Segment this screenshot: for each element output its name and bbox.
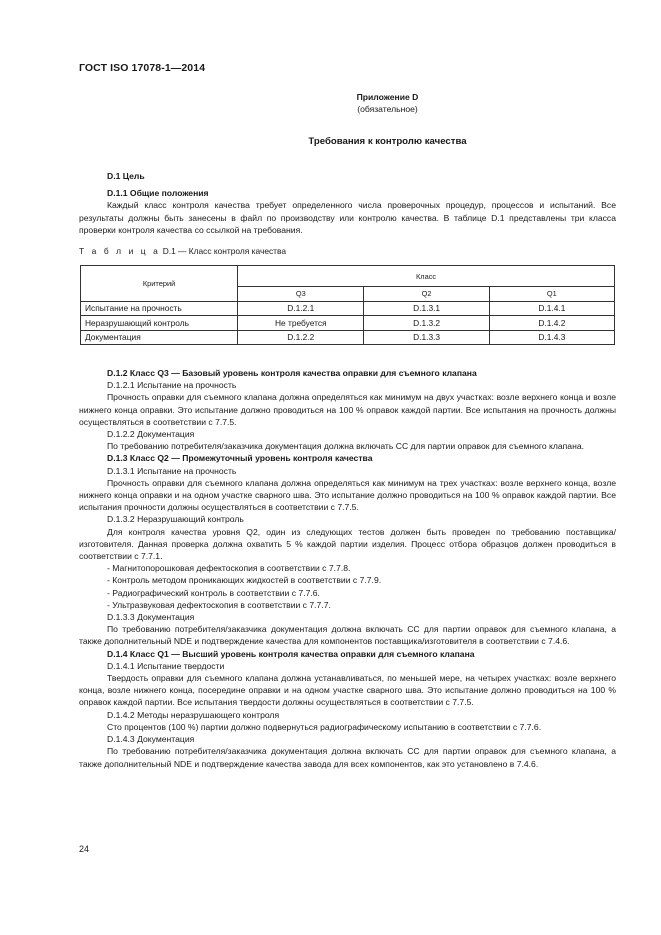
list-item: - Радиографический контроль в соответствии с 7.7.6. [107, 587, 320, 598]
d1-heading: D.1 Цель [107, 171, 145, 181]
d131-paragraph: Прочность оправки для съемного клапана должна определяться как минимум на трех участках: возле верхнего конца, возле нижнего конца оправки и на одном участке сварного шва. Это испытание должно проводиться на 100 % оправок каждой партии. Все испытания прочности должны осуществляться в соответствии с 7.7.5. [79, 477, 616, 513]
d13-heading: D.1.3 Класс Q2 — Промежуточный уровень контроля качества [107, 453, 373, 464]
table-row [81, 330, 615, 345]
d141-paragraph: Твердость оправки для съемного клапана должна устанавливаться, по меньшей мере, на четырех участках: возле верхнего конца, возле нижнего конца, посередине оправки и на одном участке сварного шва. Это испытание должно проводиться на 100 % оправок каждой партии. Все испытания твердости должны осуществляться в соответствии с 7.7.5. [79, 673, 616, 708]
class-column-q2: Q2 [364, 287, 489, 302]
sections-d12-d14 [79, 367, 616, 770]
d143-paragraph: По требованию потребителя/заказчика документация должна включать СС для партии оправок для съемного клапана, а также дополнительный NDE и подтверждение качества завода для всех компонентов, как это установлено в 7.4.6. [79, 746, 616, 769]
list-item: - Магнитопорошковая дефектоскопия в соответствии с 7.7.8. [107, 563, 351, 574]
d133-paragraph: По требованию потребителя/заказчика документация должна включать СС для партии оправок для съемного клапана, а также дополнительный NDE и подтверждение качества для компонентов поставщика/изготовителя в соответствии с 7.4.6. [79, 624, 616, 647]
d133-heading: D.1.3.3 Документация [107, 612, 195, 623]
table-caption [79, 246, 286, 256]
section-d1 [79, 170, 616, 236]
d132-paragraph: Для контроля качества уровня Q2, один из следующих тестов должен быть проведен по требованию поставщика/изготовителя. Данная проверка должна охватить 5 % каждой партии изделия. Процесс отбора образцов должен проводиться в соответствии с 7.7.1. [79, 526, 616, 562]
d14-heading: D.1.4 Класс Q1 — Высший уровень контроля качества оправки для съемного клапана [107, 648, 475, 659]
d131-heading: D.1.3.1 Испытание на прочность [107, 465, 237, 476]
table-cell-criterion: Испытание на прочность [81, 301, 238, 316]
d141-heading: D.1.4.1 Испытание твердости [107, 660, 225, 671]
table-caption-text: D.1 — Класс контроля качества [162, 246, 287, 256]
quality-class-table [80, 265, 615, 345]
page-number: 24 [79, 844, 90, 854]
d12-heading: D.1.2 Класс Q3 — Базовый уровень контроля качества оправки для съемного клапана [107, 368, 477, 378]
table-cell-q2: D.1.3.1 [364, 301, 489, 316]
list-item: - Ультразвуковая дефектоскопия в соответствии с 7.7.7. [107, 599, 331, 610]
d121-heading: D.1.2.1 Испытание на прочность [107, 380, 237, 391]
list-item: - Контроль методом проникающих жидкостей в соответствии с 7.7.9. [107, 575, 382, 586]
table-cell-q3: D.1.2.1 [238, 301, 364, 316]
table-row [81, 316, 615, 331]
table-cell-q2: D.1.3.3 [364, 330, 489, 345]
table-cell-q2: D.1.3.2 [364, 316, 489, 331]
d122-heading: D.1.2.2 Документация [107, 429, 195, 440]
annex-subtitle: (обязательное) [357, 104, 418, 114]
d132-heading: D.1.3.2 Неразрушающий контроль [107, 514, 244, 525]
section-title: Требования к контролю качества [308, 136, 467, 147]
d122-paragraph: По требованию потребителя/заказчика документация должна включать СС для партии оправок для съемного клапана. [107, 441, 584, 452]
d142-heading: D.1.4.2 Методы неразрушающего контроля [107, 709, 280, 720]
table-row [81, 301, 615, 316]
standard-header: ГОСТ ISO 17078-1—2014 [79, 62, 206, 74]
class-column-q3: Q3 [238, 287, 364, 302]
table-cell-criterion: Документация [81, 330, 238, 345]
d11-paragraph: Каждый класс контроля качества требует определенного числа проверочных процедур, процессов и испытаний. Все результаты должны быть занесены в файл по производству или контролю качества. В таблице D.1 представлены три класса проверки контроля качества со ссылкой на требования. [79, 200, 616, 235]
class-header: Класс [238, 266, 615, 287]
annex-title: Приложение D [356, 92, 419, 102]
d121-paragraph: Прочность оправки для съемного клапана должна определяться как минимум на двух участках: возле верхнего конца и возле нижнего конца оправки. Это испытание должно проводиться на 100 % оправок каждой партии. Все испытания на прочность должны осуществляться в соответствии с 7.7.5. [79, 392, 616, 427]
class-column-q1: Q1 [489, 287, 614, 302]
table-cell-criterion: Неразрушающий контроль [81, 316, 238, 331]
table-cell-q1: D.1.4.3 [489, 330, 614, 345]
criterion-header: Критерий [81, 266, 238, 302]
d143-heading: D.1.4.3 Документация [107, 734, 195, 745]
table-caption-prefix: Т а б л и ц а [79, 246, 161, 256]
table-cell-q1: D.1.4.1 [489, 301, 614, 316]
table-cell-q3: D.1.2.2 [238, 330, 364, 345]
d11-heading: D.1.1 Общие положения [107, 188, 209, 199]
table-cell-q3: Не требуется [238, 316, 364, 331]
table-cell-q1: D.1.4.2 [489, 316, 614, 331]
d142-paragraph: Сто процентов (100 %) партии должно подвернуться радиографическому испытанию в соответствии с 7.7.6. [107, 721, 542, 732]
